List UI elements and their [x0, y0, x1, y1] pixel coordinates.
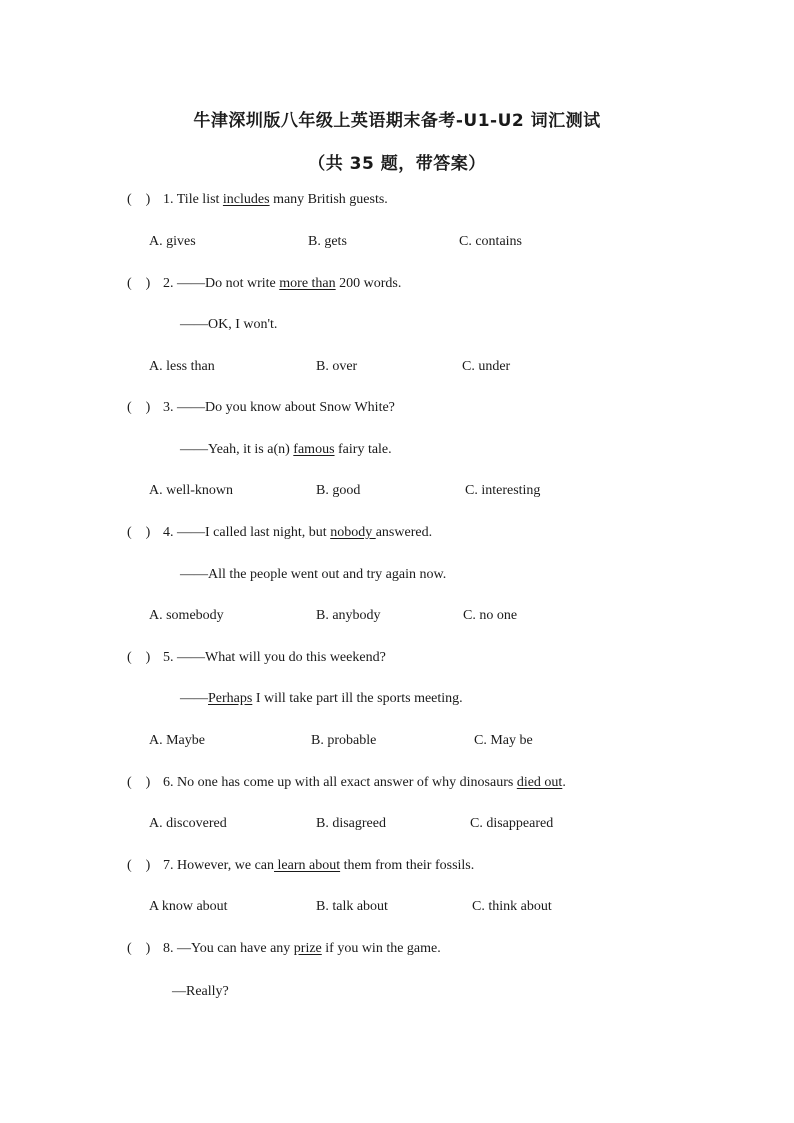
underlined-word: more than — [279, 276, 336, 291]
page-title: 牛津深圳版八年级上英语期末备考-U1-U2 词汇测试 — [193, 111, 601, 131]
question-number: 4. — [163, 525, 174, 540]
question-stem: 7. However, we can learn about them from their fossils. — [163, 858, 475, 873]
option-b[interactable]: B. anybody — [316, 608, 381, 623]
answer-bracket[interactable]: ( ) — [127, 276, 151, 291]
underlined-word: famous — [293, 442, 335, 457]
question-number: 6. — [163, 775, 174, 790]
option-a[interactable]: A. Maybe — [149, 733, 205, 748]
underlined-word: Perhaps — [208, 691, 253, 706]
dialogue-reply: ——All the people went out and try again now. — [180, 567, 447, 582]
option-c[interactable]: C. no one — [463, 608, 518, 623]
underlined-word: includes — [222, 192, 270, 207]
question-number: 3. — [163, 400, 174, 415]
option-c[interactable]: C. think about — [472, 899, 552, 914]
question-stem: 1. Tile list includes many British guests. — [163, 192, 388, 207]
option-a[interactable]: A. well-known — [149, 483, 233, 498]
option-c[interactable]: C. May be — [474, 733, 533, 748]
option-b[interactable]: B. over — [316, 359, 358, 374]
option-c[interactable]: C. interesting — [465, 483, 541, 498]
answer-bracket[interactable]: ( ) — [127, 192, 151, 207]
underlined-word: prize — [293, 941, 322, 956]
dialogue-reply: ——Yeah, it is a(n) famous fairy tale. — [180, 442, 392, 457]
option-a[interactable]: A. somebody — [149, 608, 224, 623]
question-stem: 6. No one has come up with all exact answer of why dinosaurs died out. — [163, 775, 566, 790]
underlined-word: died out — [516, 775, 563, 790]
question-number: 8. — [163, 941, 174, 956]
underlined-word: nobody — [330, 525, 376, 540]
option-a[interactable]: A. less than — [149, 359, 215, 374]
question-number: 2. — [163, 276, 174, 291]
dialogue-reply: ——Perhaps I will take part ill the sports meeting. — [180, 691, 463, 706]
option-b[interactable]: B. probable — [311, 733, 377, 748]
question-number: 1. — [163, 192, 174, 207]
page-subtitle: （共 35 题，带答案） — [308, 154, 486, 174]
answer-bracket[interactable]: ( ) — [127, 400, 151, 415]
question-stem: 2. ——Do not write more than 200 words. — [163, 276, 402, 291]
option-b[interactable]: B. talk about — [316, 899, 388, 914]
dialogue-reply: ——OK, I won't. — [180, 317, 278, 332]
answer-bracket[interactable]: ( ) — [127, 650, 151, 665]
dialogue-reply: —Really? — [172, 984, 229, 999]
option-b[interactable]: B. good — [316, 483, 361, 498]
answer-bracket[interactable]: ( ) — [127, 775, 151, 790]
option-c[interactable]: C. contains — [459, 234, 522, 249]
question-stem: 5. ——What will you do this weekend? — [163, 650, 386, 665]
answer-bracket[interactable]: ( ) — [127, 941, 151, 956]
question-stem: 3. ——Do you know about Snow White? — [163, 400, 395, 415]
option-b[interactable]: B. gets — [308, 234, 347, 249]
option-a[interactable]: A know about — [149, 899, 228, 914]
option-b[interactable]: B. disagreed — [316, 816, 386, 831]
option-c[interactable]: C. disappeared — [470, 816, 554, 831]
question-number: 7. — [163, 858, 174, 873]
underlined-word: learn about — [274, 858, 341, 873]
option-a[interactable]: A. discovered — [149, 816, 227, 831]
option-a[interactable]: A. gives — [149, 234, 196, 249]
option-c[interactable]: C. under — [462, 359, 511, 374]
question-stem: 4. ——I called last night, but nobody answered. — [163, 525, 433, 540]
question-stem: 8. —You can have any prize if you win the game. — [163, 941, 441, 956]
answer-bracket[interactable]: ( ) — [127, 858, 151, 873]
question-number: 5. — [163, 650, 174, 665]
answer-bracket[interactable]: ( ) — [127, 525, 151, 540]
